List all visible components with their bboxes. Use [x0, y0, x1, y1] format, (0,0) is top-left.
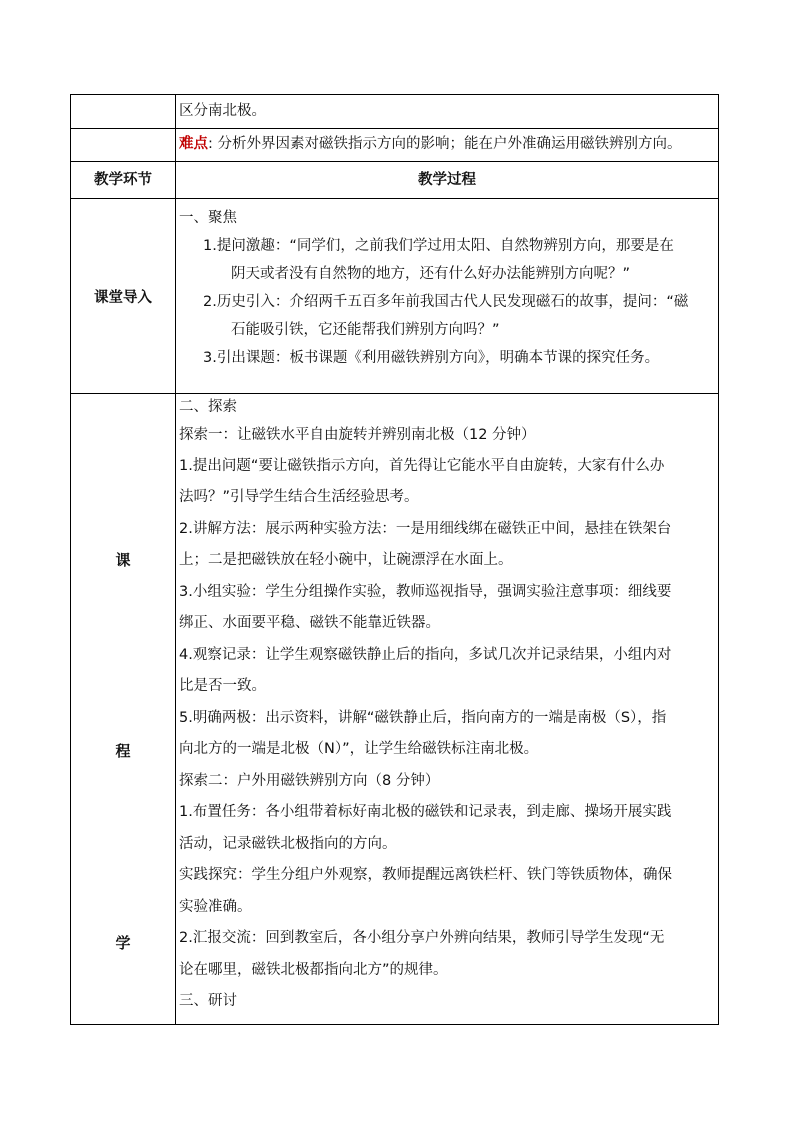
intro-line-2: 阴天或者没有自然物的地方，还有什么好办法能辨别方向呢？” — [231, 266, 631, 282]
process-line: 4.观察记录：让学生观察磁铁静止后的指向，多试几次并记录结果，小组内对 — [179, 647, 672, 663]
empty-label-cell — [71, 95, 176, 129]
process-line: 实践探究：学生分组户外观察，教师提醒远离铁栏杆、铁门等铁质物体，确保 — [179, 867, 672, 883]
process-line: 活动，记录磁铁北极指向的方向。 — [179, 836, 397, 852]
process-line: 1.布置任务：各小组带着标好南北极的磁铁和记录表，到走廊、操场开展实践 — [179, 804, 672, 820]
process-line: 绑正、水面要平稳、磁铁不能靠近铁器。 — [179, 615, 440, 631]
process-line: 探索一：让磁铁水平自由旋转并辨别南北极（12 分钟） — [179, 427, 536, 443]
process-stage-label-cell — [71, 394, 176, 1025]
process-line: 二、探索 — [179, 399, 237, 415]
intro-stage-label: 课堂导入 — [71, 199, 176, 394]
process-line: 比是否一致。 — [179, 678, 266, 694]
objective-continuation-text: 区分南北极。 — [179, 103, 266, 119]
process-line: 实验准确。 — [179, 899, 252, 915]
intro-line-3: 2.历史引入：介绍两千五百多年前我国古代人民发现磁石的故事，提问：“磁 — [203, 294, 689, 310]
header-teaching-process: 教学过程 — [176, 162, 719, 199]
process-stage-char-2: 程 — [115, 742, 131, 760]
empty-label-cell-2 — [71, 129, 176, 162]
objective-continuation-cell — [176, 95, 719, 129]
objective-continuation-row — [71, 95, 719, 129]
intro-content-cell — [176, 199, 719, 394]
intro-line-4: 石能吸引铁，它还能帮我们辨别方向吗？” — [231, 322, 500, 338]
process-line: 向北方的一端是北极（N）”，让学生给磁铁标注南北极。 — [179, 741, 539, 757]
lesson-plan-table — [70, 94, 719, 1025]
intro-line-5: 3.引出课题：板书课题《利用磁铁辨别方向》，明确本节课的探究任务。 — [203, 350, 660, 366]
process-line: 2.汇报交流：回到教室后，各小组分享户外辨向结果，教师引导学生发现“无 — [179, 930, 665, 946]
process-line: 2.讲解方法：展示两种实验方法：一是用细线绑在磁铁正中间，悬挂在铁架台 — [179, 521, 672, 537]
process-line: 探索二：户外用磁铁辨别方向（8 分钟） — [179, 773, 440, 789]
process-line: 5.明确两极：出示资料，讲解“磁铁静止后，指向南方的一端是南极（S），指 — [179, 710, 667, 726]
intro-section-title: 一、聚焦 — [179, 210, 237, 226]
process-line: 法吗？”引导学生结合生活经验思考。 — [179, 489, 419, 505]
process-line: 3.小组实验：学生分组操作实验，教师巡视指导，强调实验注意事项：细线要 — [179, 584, 672, 600]
process-stage-char-1: 课 — [115, 551, 131, 569]
difficulty-line — [176, 129, 718, 160]
difficulty-row — [71, 129, 719, 162]
intro-line-1: 1.提问激趣：“同学们，之前我们学过用太阳、自然物辨别方向，那要是在 — [203, 238, 674, 254]
process-line: 1.提出问题“要让磁铁指示方向，首先得让它能水平自由旋转，大家有什么办 — [179, 458, 665, 474]
header-teaching-stage: 教学环节 — [71, 162, 176, 199]
process-row — [71, 394, 719, 1025]
process-stage-char-3: 学 — [115, 934, 131, 952]
difficulty-text: : 分析外界因素对磁铁指示方向的影响；能在户外准确运用磁铁辨别方向。 — [208, 136, 682, 152]
process-line: 论在哪里，磁铁北极都指向北方”的规律。 — [179, 962, 448, 978]
difficulty-cell — [176, 129, 719, 162]
process-line: 上；二是把磁铁放在轻小碗中，让碗漂浮在水面上。 — [179, 552, 513, 568]
process-line: 三、研讨 — [179, 993, 237, 1009]
process-content-cell — [176, 394, 719, 1025]
difficulty-label: 难点 — [179, 136, 208, 152]
intro-row — [71, 199, 719, 394]
table-header-row — [71, 162, 719, 199]
